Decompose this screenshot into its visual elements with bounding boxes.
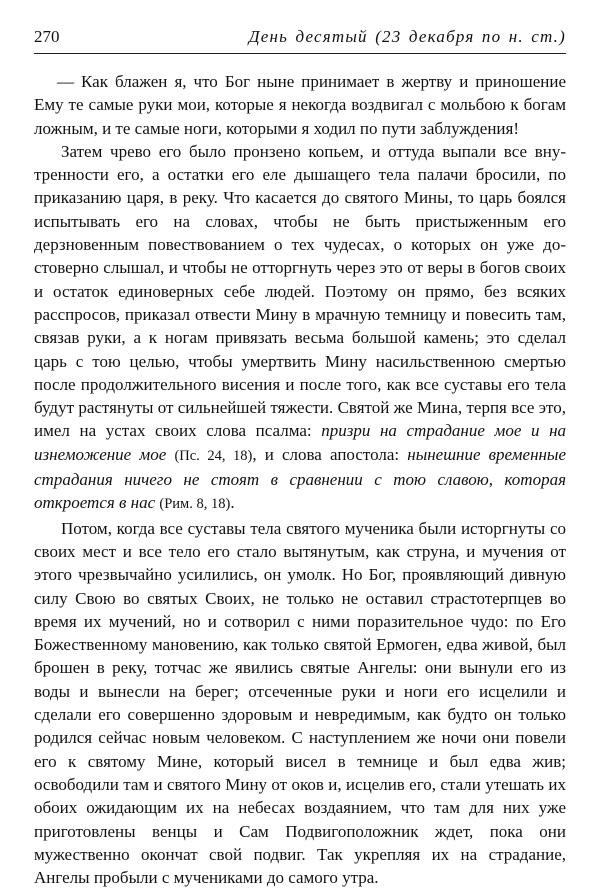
paragraph-2-text-1: Затем чрево его было пронзено копьем, и оттуда выпали все внутренности его, а остатки его еле дышащего тела палачи бросили, по приказанию царя, в реку. Что касается до святого Мины, то царь боялся испытывать его на словах, чтобы не быть пристыженным его дерзновенным повествованием о тех чудесах, о которых он уже достоверно слышал, и чтобы не отторгнуть через это от веры в богов своих и остаток единоверных себе людей. Поэтому он прямо, без всяких расспросов, приказал отвести Мину в мрачную темницу и повесить там, связав руки, а к ногам привязать весьма большой камень; это сделал царь с тою целью, чтобы умертвить Мину насильственною смертью после продолжительного висения и после того, как все суставы его тела будут растянуты от сильнейшей тяжести. Святой же Мина, терпя все это, имел на устах своих слова псалма: <box>34 141 566 441</box>
paragraph-2-text-3: . <box>230 493 235 513</box>
page-header <box>34 26 566 54</box>
apostle-quote: нынешние временные страдания ничего не стоят в сравнении с тою славою, которая откроется в нас <box>34 444 566 513</box>
psalm-reference: (Пс. 24, 18) <box>174 447 253 464</box>
psalm-quote: призри на страдание мое и на изнеможение мое <box>34 421 567 464</box>
paragraph-3: Потом, когда все суставы тела святого мученика были исторгнуты со своих мест и все тело его стало вытянутым, как струна, и мучения от этого чрезвычайно усилились, он умолк. Но Бог, проявляющий дивную силу Свою во святых Своих, не только не оставил страстотерпцев во время их мучений, но и сотворил с ними поразительное чудо: по Его Божественному мановению, как только святой Ермоген, едва живой, был брошен в реку, тотчас же явились святые Ангелы: они вынули его из воды и вынесли на берег; отсеченные руки и ноги его исцелили и сделали его совершенно здоровым и невредимым, как будто он только родился сейчас новым человеком. С наступлением же ночи они повели его к святому Мине, который висел в темнице и был едва жив; освободили там и святого Мину от оков и, исцелив его, стали утешать их обоих ожидающим их на небесах воздаянием, что там для них уже приготовлены венцы и Сам Подвигоположник ждет, пока они мужественно окончат свой подвиг. Так укрепляя их на страдание, Ангелы пробыли с мучениками до самого утра. <box>34 518 566 888</box>
paragraph-1: — Как блажен я, что Бог ныне принимает в жертву и приношение Ему те самые руки мои, которые я некогда воздвигал с мольбою к богам ложным, и те самые ноги, которыми я ходил по пути заблуждения! <box>34 72 566 138</box>
apostle-reference: (Рим. 8, 18) <box>159 496 231 513</box>
book-page <box>34 26 566 889</box>
paragraph-2-text-2: , и слова апостола: <box>252 444 400 464</box>
page-number: 270 <box>34 27 60 46</box>
body-text <box>34 70 566 889</box>
paragraph-2 <box>34 140 566 517</box>
running-title: День десятый (23 декабря по н. ст.) <box>248 27 566 46</box>
